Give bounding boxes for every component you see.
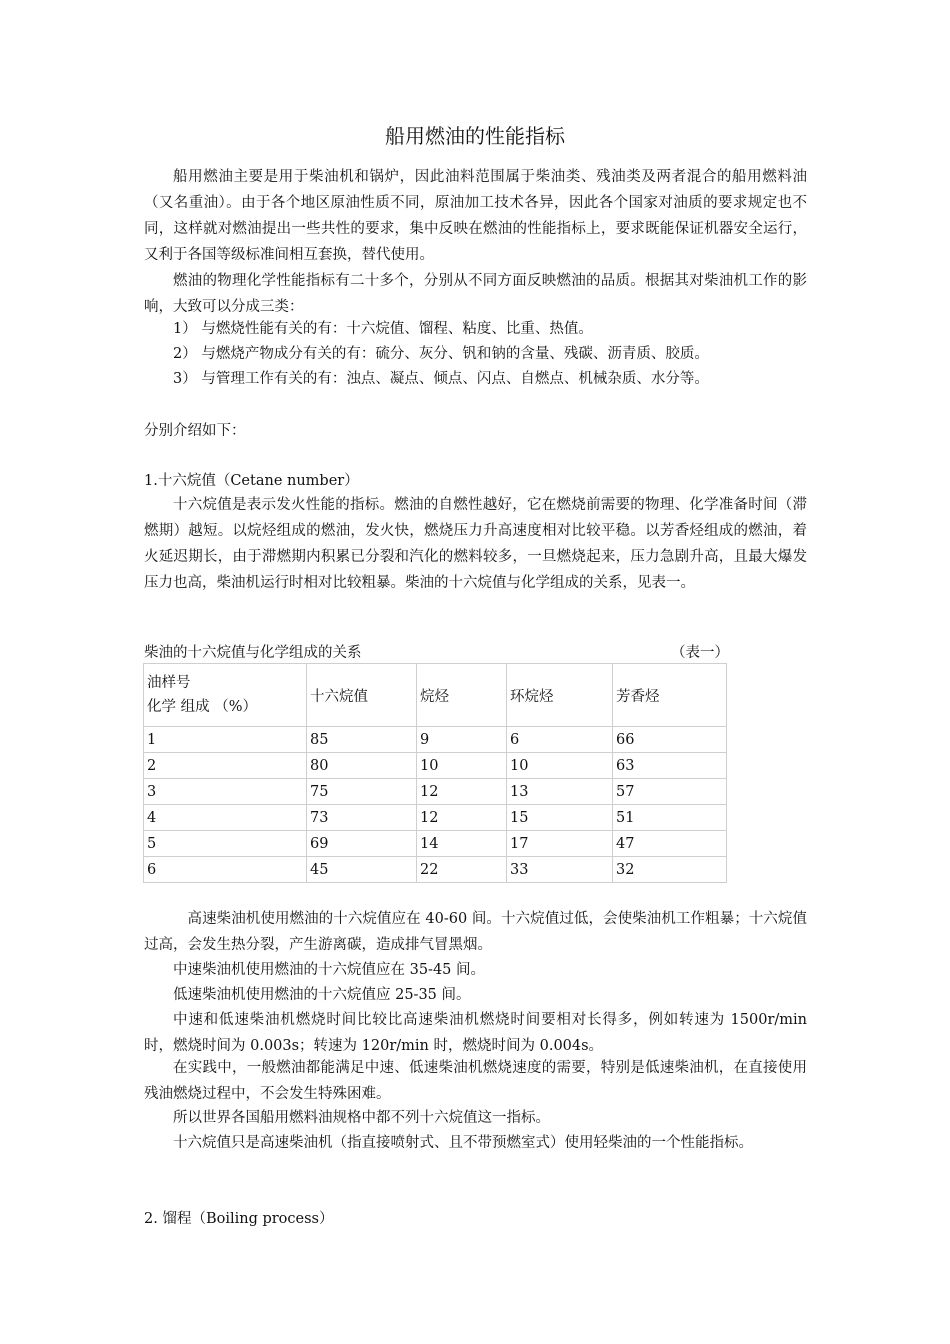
table-cell: 14 [417, 831, 507, 857]
table-row [144, 779, 727, 805]
table-row [144, 857, 727, 883]
category-item-1: 1） 与燃烧性能有关的有：十六烷值、馏程、粘度、比重、热值。 [173, 321, 593, 337]
table-cell: 57 [613, 779, 727, 805]
table-cell: 66 [613, 727, 727, 753]
corner-bottom-label: 化学 组成 （%） [147, 699, 257, 715]
intro-end: 分别介绍如下： [144, 423, 246, 439]
section-2-heading: 2. 馏程（Boiling process） [144, 1211, 334, 1227]
header-cell: 芳香烃 [613, 664, 727, 727]
table-cell: 75 [307, 779, 417, 805]
header-cell: 十六烷值 [307, 664, 417, 727]
table-cell: 45 [307, 857, 417, 883]
intro-paragraph-1: 船用燃油主要是用于柴油机和锅炉，因此油料范围属于柴油类、残油类及两者混合的船用燃料油（又名重油）。由于各个地区原油性质不同，原油加工技术各异，因此各个国家对油质的要求规定也不同，这样就对燃油提出一些共性的要求，集中反映在燃油的性能指标上，要求既能保证机器安全运行，又利于各国等级标准间相互套换，替代使用。 [144, 169, 807, 263]
table-cell: 15 [507, 805, 613, 831]
header-cell: 烷烃 [417, 664, 507, 727]
table-cell: 13 [507, 779, 613, 805]
table-cell: 6 [144, 857, 307, 883]
section-1-body: 十六烷值是表示发火性能的指标。燃油的自燃性越好，它在燃烧前需要的物理、化学准备时间（滞燃期）越短。以烷烃组成的燃油，发火快，燃烧压力升高速度相对比较平稳。以芳香烃组成的燃油，着火延迟期长，由于滞燃期内积累已分裂和汽化的燃料较多，一旦燃烧起来，压力急剧升高，且最大爆发压力也高，柴油机运行时相对比较粗暴。柴油的十六烷值与化学组成的关系，见表一。 [144, 497, 807, 591]
after-table-paragraph-6: 所以世界各国船用燃料油规格中都不列十六烷值这一指标。 [173, 1110, 550, 1126]
category-item-2: 2） 与燃烧产物成分有关的有：硫分、灰分、钒和钠的含量、残碳、沥青质、胶质。 [173, 346, 709, 362]
table-cell: 3 [144, 779, 307, 805]
table-cell: 10 [507, 753, 613, 779]
table-cell: 17 [507, 831, 613, 857]
table-corner-cell [144, 664, 307, 727]
table-header-row [144, 664, 727, 727]
table-row [144, 831, 727, 857]
after-table-paragraph-3: 低速柴油机使用燃油的十六烷值应 25-35 间。 [173, 987, 471, 1003]
table-cell: 2 [144, 753, 307, 779]
table-cell: 51 [613, 805, 727, 831]
table-row [144, 727, 727, 753]
table-cell: 1 [144, 727, 307, 753]
table-cell: 22 [417, 857, 507, 883]
table-cell: 63 [613, 753, 727, 779]
cetane-composition-table [143, 663, 727, 883]
after-table-paragraph-1: 高速柴油机使用燃油的十六烷值应在 40-60 间。十六烷值过低，会使柴油机工作粗暴；十六烷值过高，会发生热分裂，产生游离碳，造成排气冒黑烟。 [144, 911, 807, 953]
table-cell: 73 [307, 805, 417, 831]
table-caption-text: 柴油的十六烷值与化学组成的关系 [144, 645, 362, 661]
table-row [144, 753, 727, 779]
table-cell: 4 [144, 805, 307, 831]
category-item-3: 3） 与管理工作有关的有：浊点、凝点、倾点、闪点、自燃点、机械杂质、水分等。 [173, 371, 709, 387]
table-cell: 9 [417, 727, 507, 753]
section-1-heading: 1.十六烷值（Cetane number） [144, 473, 359, 489]
table-row [144, 805, 727, 831]
table-cell: 32 [613, 857, 727, 883]
page-title: 船用燃油的性能指标 [385, 124, 565, 148]
table-cell: 10 [417, 753, 507, 779]
table-cell: 6 [507, 727, 613, 753]
corner-top-label: 油样号 [147, 675, 191, 691]
table-cell: 12 [417, 805, 507, 831]
table-cell: 33 [507, 857, 613, 883]
table-cell: 85 [307, 727, 417, 753]
table-cell: 5 [144, 831, 307, 857]
intro-paragraph-2: 燃油的物理化学性能指标有二十多个，分别从不同方面反映燃油的品质。根据其对柴油机工作的影响，大致可以分成三类： [144, 273, 807, 315]
table-cell: 69 [307, 831, 417, 857]
header-cell: 环烷烃 [507, 664, 613, 727]
after-table-paragraph-2: 中速柴油机使用燃油的十六烷值应在 35-45 间。 [173, 962, 486, 978]
table-cell: 47 [613, 831, 727, 857]
table-label: （表一） [671, 645, 729, 661]
after-table-paragraph-4: 中速和低速柴油机燃烧时间比较比高速柴油机燃烧时间要相对长得多，例如转速为 1500r/min 时，燃烧时间为 0.003s；转速为 120r/min 时，燃烧时间为 0.004s。 [144, 1012, 807, 1054]
after-table-paragraph-7: 十六烷值只是高速柴油机（指直接喷射式、且不带预燃室式）使用轻柴油的一个性能指标。 [173, 1135, 753, 1151]
table-cell: 12 [417, 779, 507, 805]
after-table-paragraph-5: 在实践中，一般燃油都能满足中速、低速柴油机燃烧速度的需要，特别是低速柴油机，在直接使用残油燃烧过程中，不会发生特殊困难。 [144, 1060, 807, 1102]
table-cell: 80 [307, 753, 417, 779]
